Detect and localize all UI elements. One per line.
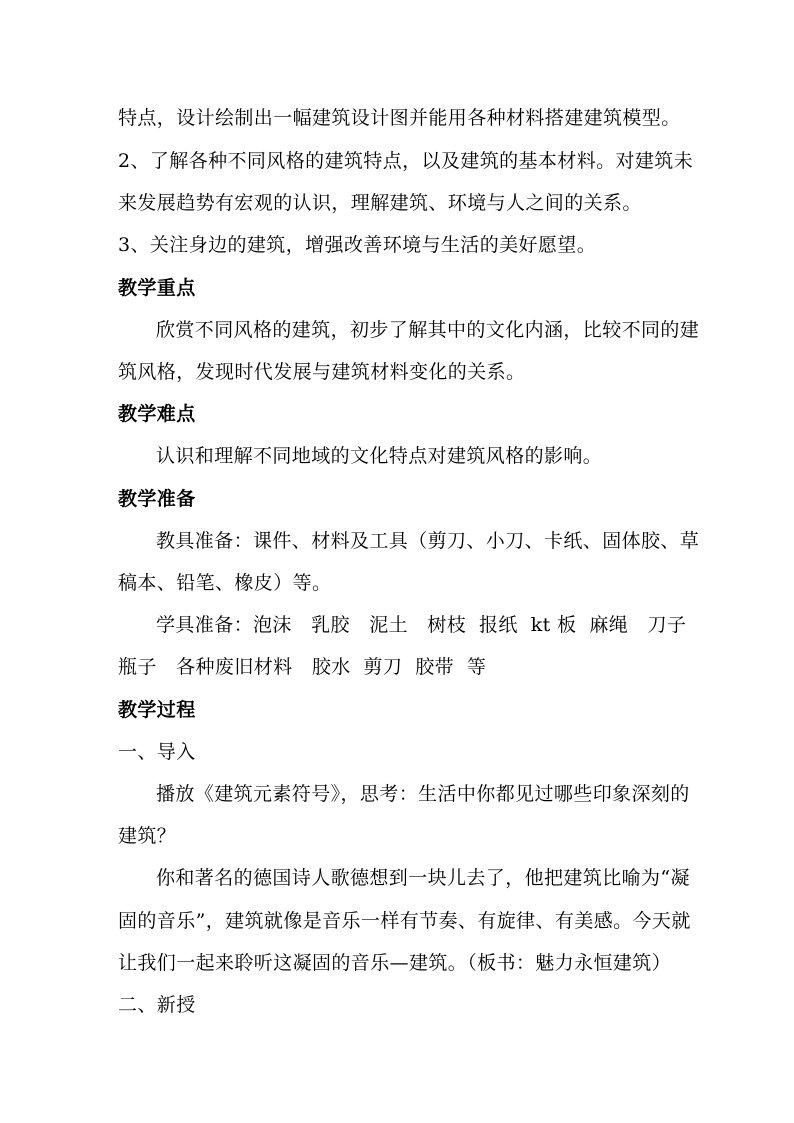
section-heading-difficulties: 教学难点 (118, 403, 196, 425)
list-item-2: 2、了解各种不同风格的建筑特点，以及建筑的基本材料。对建筑未 (118, 150, 694, 172)
body-text-line: 你和著名的德国诗人歌德想到一块儿去了，他把建筑比喻为“凝 (156, 867, 690, 889)
body-text-line: 学具准备：泡沫 乳胶 泥土 树枝 报纸 kt 板 麻绳 刀子 (156, 614, 687, 636)
subsection-heading-new-lesson: 二、新授 (118, 994, 196, 1016)
body-text-line: 稿本、铅笔、橡皮）等。 (118, 572, 332, 594)
section-heading-key-points: 教学重点 (118, 277, 196, 299)
section-heading-process: 教学过程 (118, 699, 196, 721)
body-text-line: 欣赏不同风格的建筑，初步了解其中的文化内涵，比较不同的建 (156, 319, 700, 341)
body-text-line: 特点，设计绘制出一幅建筑设计图并能用各种材料搭建建筑模型。 (118, 107, 681, 129)
list-item-3: 3、关注身边的建筑，增强改善环境与生活的美好愿望。 (118, 234, 597, 256)
body-text-line: 筑风格，发现时代发展与建筑材料变化的关系。 (118, 361, 526, 383)
section-heading-preparation: 教学准备 (118, 488, 196, 510)
body-text-line: 来发展趋势有宏观的认识，理解建筑、环境与人之间的关系。 (118, 192, 642, 214)
body-text-line: 认识和理解不同地域的文化特点对建筑风格的影响。 (156, 445, 603, 467)
subsection-heading-intro: 一、导入 (118, 741, 196, 763)
body-text-line: 播放《建筑元素符号》，思考：生活中你都见过哪些印象深刻的 (156, 783, 690, 805)
body-text-line: 固的音乐”，建筑就像是音乐一样有节奏、有旋律、有美感。今天就 (118, 910, 691, 932)
body-text-line: 建筑？ (118, 825, 177, 847)
body-text-line: 让我们一起来聆听这凝固的音乐—建筑。（板书：魅力永恒建筑） (118, 952, 672, 974)
body-text-line: 教具准备：课件、材料及工具（剪刀、小刀、卡纸、固体胶、草 (156, 530, 700, 552)
body-text-line: 瓶子 各种废旧材料 胶水 剪刀 胶带 等 (118, 656, 487, 678)
